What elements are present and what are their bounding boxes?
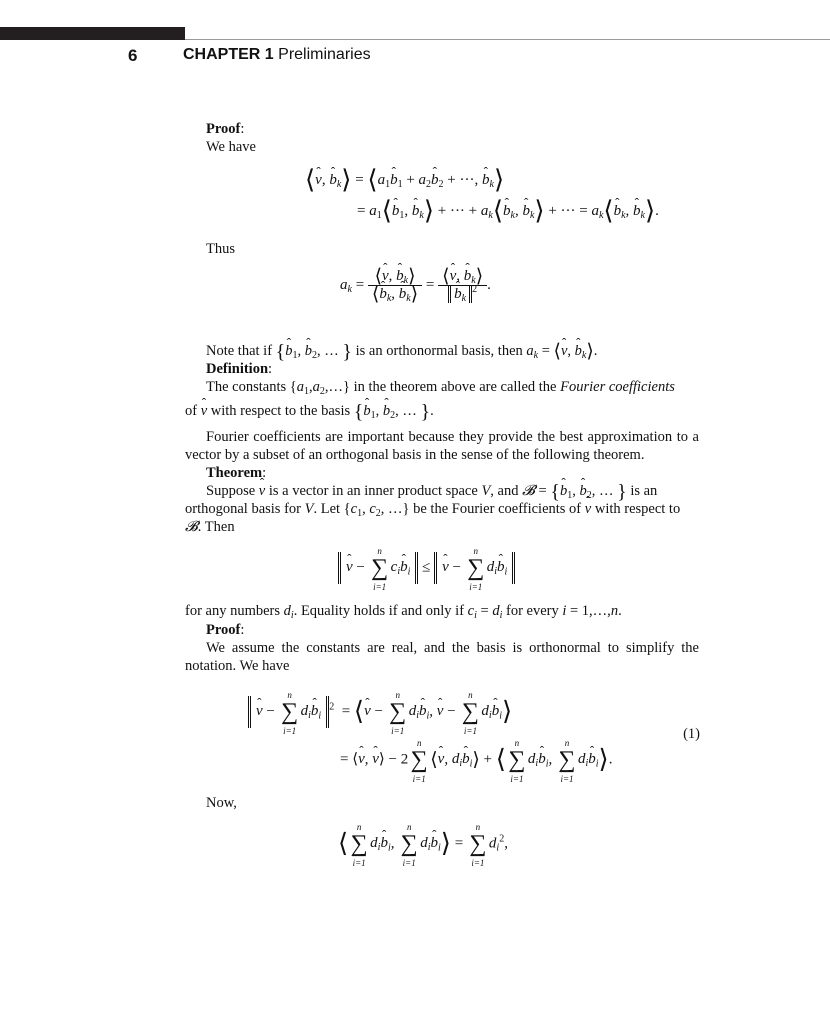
theorem-line-2: orthogonal basis for V. Let {$c_1$, $c_2$, …} be the Fourier coefficients of ˆ v with respect to [185, 500, 680, 518]
proof-intro: We have [206, 139, 256, 155]
thus-text: Thus [206, 241, 235, 257]
equation-coefficient: $a_k$ = $\frac{⟨ˆ v, ˆ b_k⟩}{⟨ˆ b_k, ˆ b_k⟩}$ = ⟨ˆ v, ˆ $b_k⟩$ ˆ $b_k^2$ . [340, 268, 491, 303]
equation-sum-squares: ⟨ n ∑ i=1 $d_iˆ$ $b_i$, n ∑ i=1 $d_iˆ$ $b_i⟩$ = n ∑ i=1 $d_i^2$, [338, 832, 508, 856]
definition-line-1: The constants $\{a_1,a_2,\dots\}$ in the theorem above are called the Fourier coefficients [206, 379, 675, 397]
definition-heading: Definition: [206, 361, 273, 377]
header-bar [0, 27, 185, 40]
equation-best-approximation: ˆ v − n ∑ i=1 $c_iˆ$ $b_i$ ≤ ˆ v − n ∑ i=1 $d_iˆ$ $b_i$ [338, 552, 515, 584]
proof2-paragraph: We assume the constants are real, and the basis is orthonormal to simplify the notation. We have [185, 640, 699, 674]
page-number: 6 [128, 46, 138, 65]
header-rule [185, 39, 830, 40]
equation-inner-product-1: ⟨ˆ v, ˆ $b_k⟩$ = $⟨a_1ˆ$ $b_1$ + $a_2ˆ$ $b_2$ + ···, ˆ $b_k⟩$ [305, 172, 504, 189]
theorem-after: for any numbers $d_i$. Equality holds if and only if $c_i = d_i$ for every i = 1,…,n. [185, 603, 622, 621]
equation-expansion-2: = ⟨ˆ v, ˆ v⟩ − 2 n ∑ i=1 ⟨ˆ v, $d_iˆ$ $b_i⟩$ + ⟨ n ∑ i=1 $d_iˆ$ $b_i$, n ∑ i=1 $d_iˆ$ $b_i⟩$. [340, 748, 612, 772]
chapter-heading [183, 46, 371, 64]
definition-line-2: of ˆ v with respect to the basis {ˆ $b_1$, ˆ $b_2$, … }. [185, 402, 434, 420]
theorem-line-1: Suppose ˆ v is a vector in an inner product space V, and 𝓑 = {ˆ $b_1$, ˆ $b_2$, … } is an [206, 482, 699, 500]
chapter-label: CHAPTER 1 [183, 46, 274, 63]
proof2-heading: Proof: [206, 622, 245, 638]
fourier-paragraph: Fourier coefficients are important because they provide the best approximation to a vector by a subset of an orthogonal basis in the sense of the following theorem. [185, 429, 699, 463]
equation-number: (1) [683, 726, 700, 742]
chapter-title: Preliminaries [278, 46, 371, 63]
now-text: Now, [206, 795, 237, 811]
proof-heading: Proof: [206, 121, 245, 137]
theorem-line-3: 𝓑. Then [185, 519, 235, 535]
equation-expansion-1: ˆ v − n ∑ i=1 $d_iˆ$ $b_i^2$ = ⟨ˆ v − n ∑ i=1 $d_iˆ$ $b_i$, ˆ v − n ∑ i=1 $d_iˆ$ $b_i⟩$ [248, 696, 512, 728]
orthonormal-note: Note that if {ˆ $b_1$, ˆ $b_2$, … } is an orthonormal basis, then $a_k$ = ⟨ˆ v, ˆ $b_k⟩$. [206, 342, 597, 360]
equation-inner-product-2: = $a_1⟨ˆ$ $b_1$, ˆ $b_k⟩$ + ··· + $a_k⟨ˆ$ $b_k$, ˆ $b_k⟩$ + ··· = $a_k⟨ˆ$ $b_k$, ˆ $b_k⟩$. [357, 203, 659, 220]
theorem-heading: Theorem: [206, 465, 267, 481]
